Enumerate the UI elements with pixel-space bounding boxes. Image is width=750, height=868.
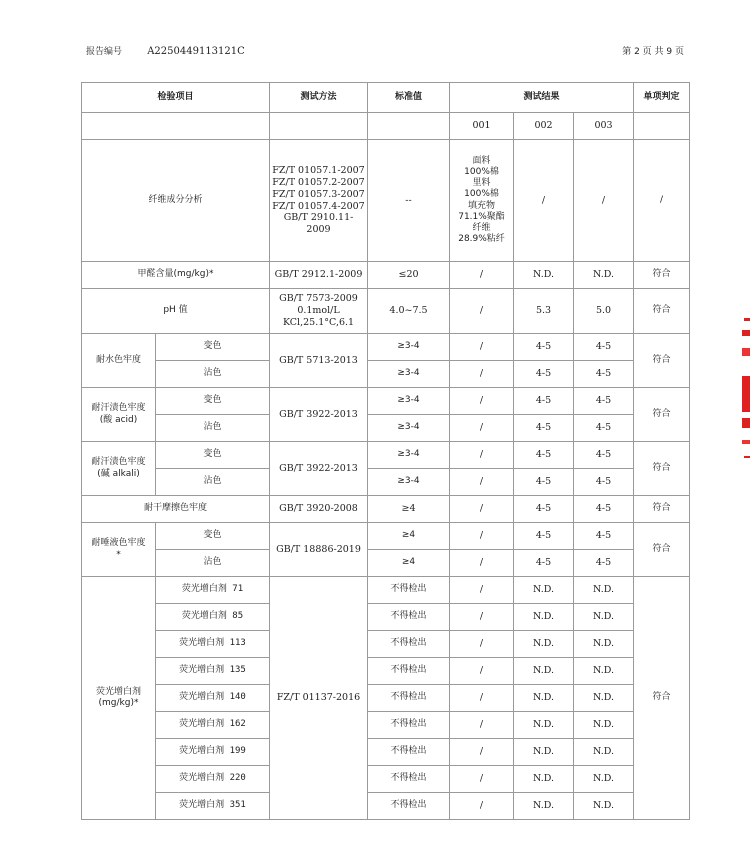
header-judge: 单项判定 (634, 83, 690, 113)
result-001: / (450, 469, 514, 496)
standard: ≥3-4 (368, 334, 450, 361)
standard: ≥3-4 (368, 361, 450, 388)
judgement: / (634, 140, 690, 262)
standard: ≥4 (368, 523, 450, 550)
result-001: / (450, 388, 514, 415)
table-row (82, 577, 690, 604)
item-name: 耐干摩擦色牢度 (82, 496, 270, 523)
table-row (82, 334, 690, 361)
blank-cell (270, 113, 368, 140)
result-001: / (450, 631, 514, 658)
blank-cell (634, 113, 690, 140)
table-row (82, 83, 690, 113)
sub-item: 荧光增白剂 162 (156, 712, 270, 739)
standard: ≥4 (368, 550, 450, 577)
result-002: N.D. (514, 631, 574, 658)
method: FZ/T 01137-2016 (270, 577, 368, 820)
result-001: / (450, 712, 514, 739)
method: GB/T 3922-2013 (270, 442, 368, 496)
standard: 不得检出 (368, 712, 450, 739)
table-row (82, 361, 690, 388)
sub-item: 荧光增白剂 140 (156, 685, 270, 712)
standard: ≥4 (368, 496, 450, 523)
result-003: 4-5 (574, 361, 634, 388)
sub-item: 沾色 (156, 415, 270, 442)
result-002: N.D. (514, 685, 574, 712)
result-001: / (450, 658, 514, 685)
standard: 不得检出 (368, 658, 450, 685)
result-002: N.D. (514, 604, 574, 631)
result-003: 4-5 (574, 334, 634, 361)
result-001: / (450, 793, 514, 820)
result-002: N.D. (514, 577, 574, 604)
result-001: / (450, 262, 514, 289)
result-003: N.D. (574, 604, 634, 631)
standard: -- (368, 140, 450, 262)
result-002: N.D. (514, 712, 574, 739)
item-name: pH 值 (82, 289, 270, 334)
result-002: 5.3 (514, 289, 574, 334)
standard: 4.0~7.5 (368, 289, 450, 334)
result-002: N.D. (514, 658, 574, 685)
result-003: N.D. (574, 577, 634, 604)
standard: 不得检出 (368, 766, 450, 793)
method: GB/T 2912.1-2009 (270, 262, 368, 289)
item-name: 耐汗渍色牢度 (碱 alkali) (82, 442, 156, 496)
item-name: 耐汗渍色牢度 (酸 acid) (82, 388, 156, 442)
result-001: / (450, 289, 514, 334)
judgement: 符合 (634, 442, 690, 496)
judgement: 符合 (634, 577, 690, 820)
item-name: 纤维成分分析 (82, 140, 270, 262)
result-003: N.D. (574, 766, 634, 793)
judgement: 符合 (634, 262, 690, 289)
result-002: N.D. (514, 793, 574, 820)
sub-item: 变色 (156, 442, 270, 469)
result-003: 4-5 (574, 442, 634, 469)
sub-item: 荧光增白剂 351 (156, 793, 270, 820)
result-003: 4-5 (574, 523, 634, 550)
method: GB/T 18886-2019 (270, 523, 368, 577)
result-001: / (450, 550, 514, 577)
result-001: / (450, 685, 514, 712)
result-003: 5.0 (574, 289, 634, 334)
table-row (82, 712, 690, 739)
sub-item: 荧光增白剂 135 (156, 658, 270, 685)
table-row (82, 550, 690, 577)
result-003: / (574, 140, 634, 262)
result-002: 4-5 (514, 496, 574, 523)
method: FZ/T 01057.1-2007 FZ/T 01057.2-2007 FZ/T 01057.3-2007 FZ/T 01057.4-2007 GB/T 2910.11-2009 (270, 140, 368, 262)
judgement: 符合 (634, 523, 690, 577)
result-003: N.D. (574, 658, 634, 685)
result-003: 4-5 (574, 388, 634, 415)
sample-id: 001 (450, 113, 514, 140)
judgement: 符合 (634, 388, 690, 442)
sub-item: 变色 (156, 388, 270, 415)
result-003: N.D. (574, 793, 634, 820)
standard: ≥3-4 (368, 388, 450, 415)
report-header (86, 44, 684, 62)
standard: ≥3-4 (368, 415, 450, 442)
sub-item: 荧光增白剂 113 (156, 631, 270, 658)
header-standard: 标准值 (368, 83, 450, 113)
sub-item: 沾色 (156, 469, 270, 496)
sub-item: 荧光增白剂 71 (156, 577, 270, 604)
result-001: 面料 100%棉 里料 100%棉 填充物 71.1%聚酯 纤维 28.9%粘纤 (450, 140, 514, 262)
result-002: N.D. (514, 766, 574, 793)
result-002: 4-5 (514, 415, 574, 442)
result-003: N.D. (574, 631, 634, 658)
table-body (82, 83, 690, 820)
sample-id: 003 (574, 113, 634, 140)
result-002: 4-5 (514, 361, 574, 388)
method: GB/T 5713-2013 (270, 334, 368, 388)
table-row (82, 766, 690, 793)
result-002: 4-5 (514, 442, 574, 469)
sub-item: 荧光增白剂 85 (156, 604, 270, 631)
header-results: 测试结果 (450, 83, 634, 113)
result-002: N.D. (514, 262, 574, 289)
standard: 不得检出 (368, 739, 450, 766)
sub-item: 荧光增白剂 199 (156, 739, 270, 766)
table-row (82, 289, 690, 334)
result-002: / (514, 140, 574, 262)
result-003: 4-5 (574, 496, 634, 523)
item-name: 耐唾液色牢度 * (82, 523, 156, 577)
table-row (82, 113, 690, 140)
sub-item: 沾色 (156, 550, 270, 577)
result-001: / (450, 361, 514, 388)
table-row (82, 658, 690, 685)
table-row (82, 388, 690, 415)
test-results-table (81, 82, 690, 820)
result-001: / (450, 766, 514, 793)
result-002: 4-5 (514, 523, 574, 550)
report-number-label: 报告编号 (86, 47, 123, 57)
blank-cell (82, 113, 270, 140)
result-002: 4-5 (514, 388, 574, 415)
result-003: 4-5 (574, 469, 634, 496)
sub-item: 荧光增白剂 220 (156, 766, 270, 793)
sub-item: 变色 (156, 523, 270, 550)
standard: ≥3-4 (368, 442, 450, 469)
result-003: N.D. (574, 262, 634, 289)
table-row (82, 631, 690, 658)
table-row (82, 685, 690, 712)
standard: 不得检出 (368, 577, 450, 604)
blank-cell (368, 113, 450, 140)
table-row (82, 415, 690, 442)
result-001: / (450, 415, 514, 442)
standard: 不得检出 (368, 685, 450, 712)
table-row (82, 262, 690, 289)
result-003: N.D. (574, 685, 634, 712)
table-row (82, 793, 690, 820)
sub-item: 变色 (156, 334, 270, 361)
standard: 不得检出 (368, 631, 450, 658)
item-name: 荧光增白剂 (mg/kg)* (82, 577, 156, 820)
table-row (82, 442, 690, 469)
table-row (82, 739, 690, 766)
method: GB/T 3922-2013 (270, 388, 368, 442)
table-row (82, 496, 690, 523)
sub-item: 沾色 (156, 361, 270, 388)
standard: 不得检出 (368, 793, 450, 820)
standard: ≤20 (368, 262, 450, 289)
header-method: 测试方法 (270, 83, 368, 113)
result-002: 4-5 (514, 469, 574, 496)
result-001: / (450, 604, 514, 631)
standard: ≥3-4 (368, 469, 450, 496)
table-row (82, 140, 690, 262)
result-001: / (450, 577, 514, 604)
standard: 不得检出 (368, 604, 450, 631)
result-003: N.D. (574, 739, 634, 766)
item-name: 耐水色牢度 (82, 334, 156, 388)
result-002: N.D. (514, 739, 574, 766)
result-001: / (450, 523, 514, 550)
judgement: 符合 (634, 334, 690, 388)
method: GB/T 7573-2009 0.1mol/L KCl,25.1°C,6.1 (270, 289, 368, 334)
method: GB/T 3920-2008 (270, 496, 368, 523)
item-name: 甲醛含量(mg/kg)* (82, 262, 270, 289)
result-002: 4-5 (514, 334, 574, 361)
result-001: / (450, 442, 514, 469)
sample-id: 002 (514, 113, 574, 140)
result-002: 4-5 (514, 550, 574, 577)
judgement: 符合 (634, 289, 690, 334)
table-row (82, 469, 690, 496)
table-row (82, 604, 690, 631)
header-item: 检验项目 (82, 83, 270, 113)
result-003: 4-5 (574, 550, 634, 577)
report-number: A2250449113121C (147, 46, 245, 57)
result-001: / (450, 334, 514, 361)
red-stamp-fragment (742, 318, 750, 458)
judgement: 符合 (634, 496, 690, 523)
result-001: / (450, 739, 514, 766)
result-003: N.D. (574, 712, 634, 739)
page-info: 第 2 页 共 9 页 (622, 47, 684, 57)
result-001: / (450, 496, 514, 523)
result-003: 4-5 (574, 415, 634, 442)
table-row (82, 523, 690, 550)
